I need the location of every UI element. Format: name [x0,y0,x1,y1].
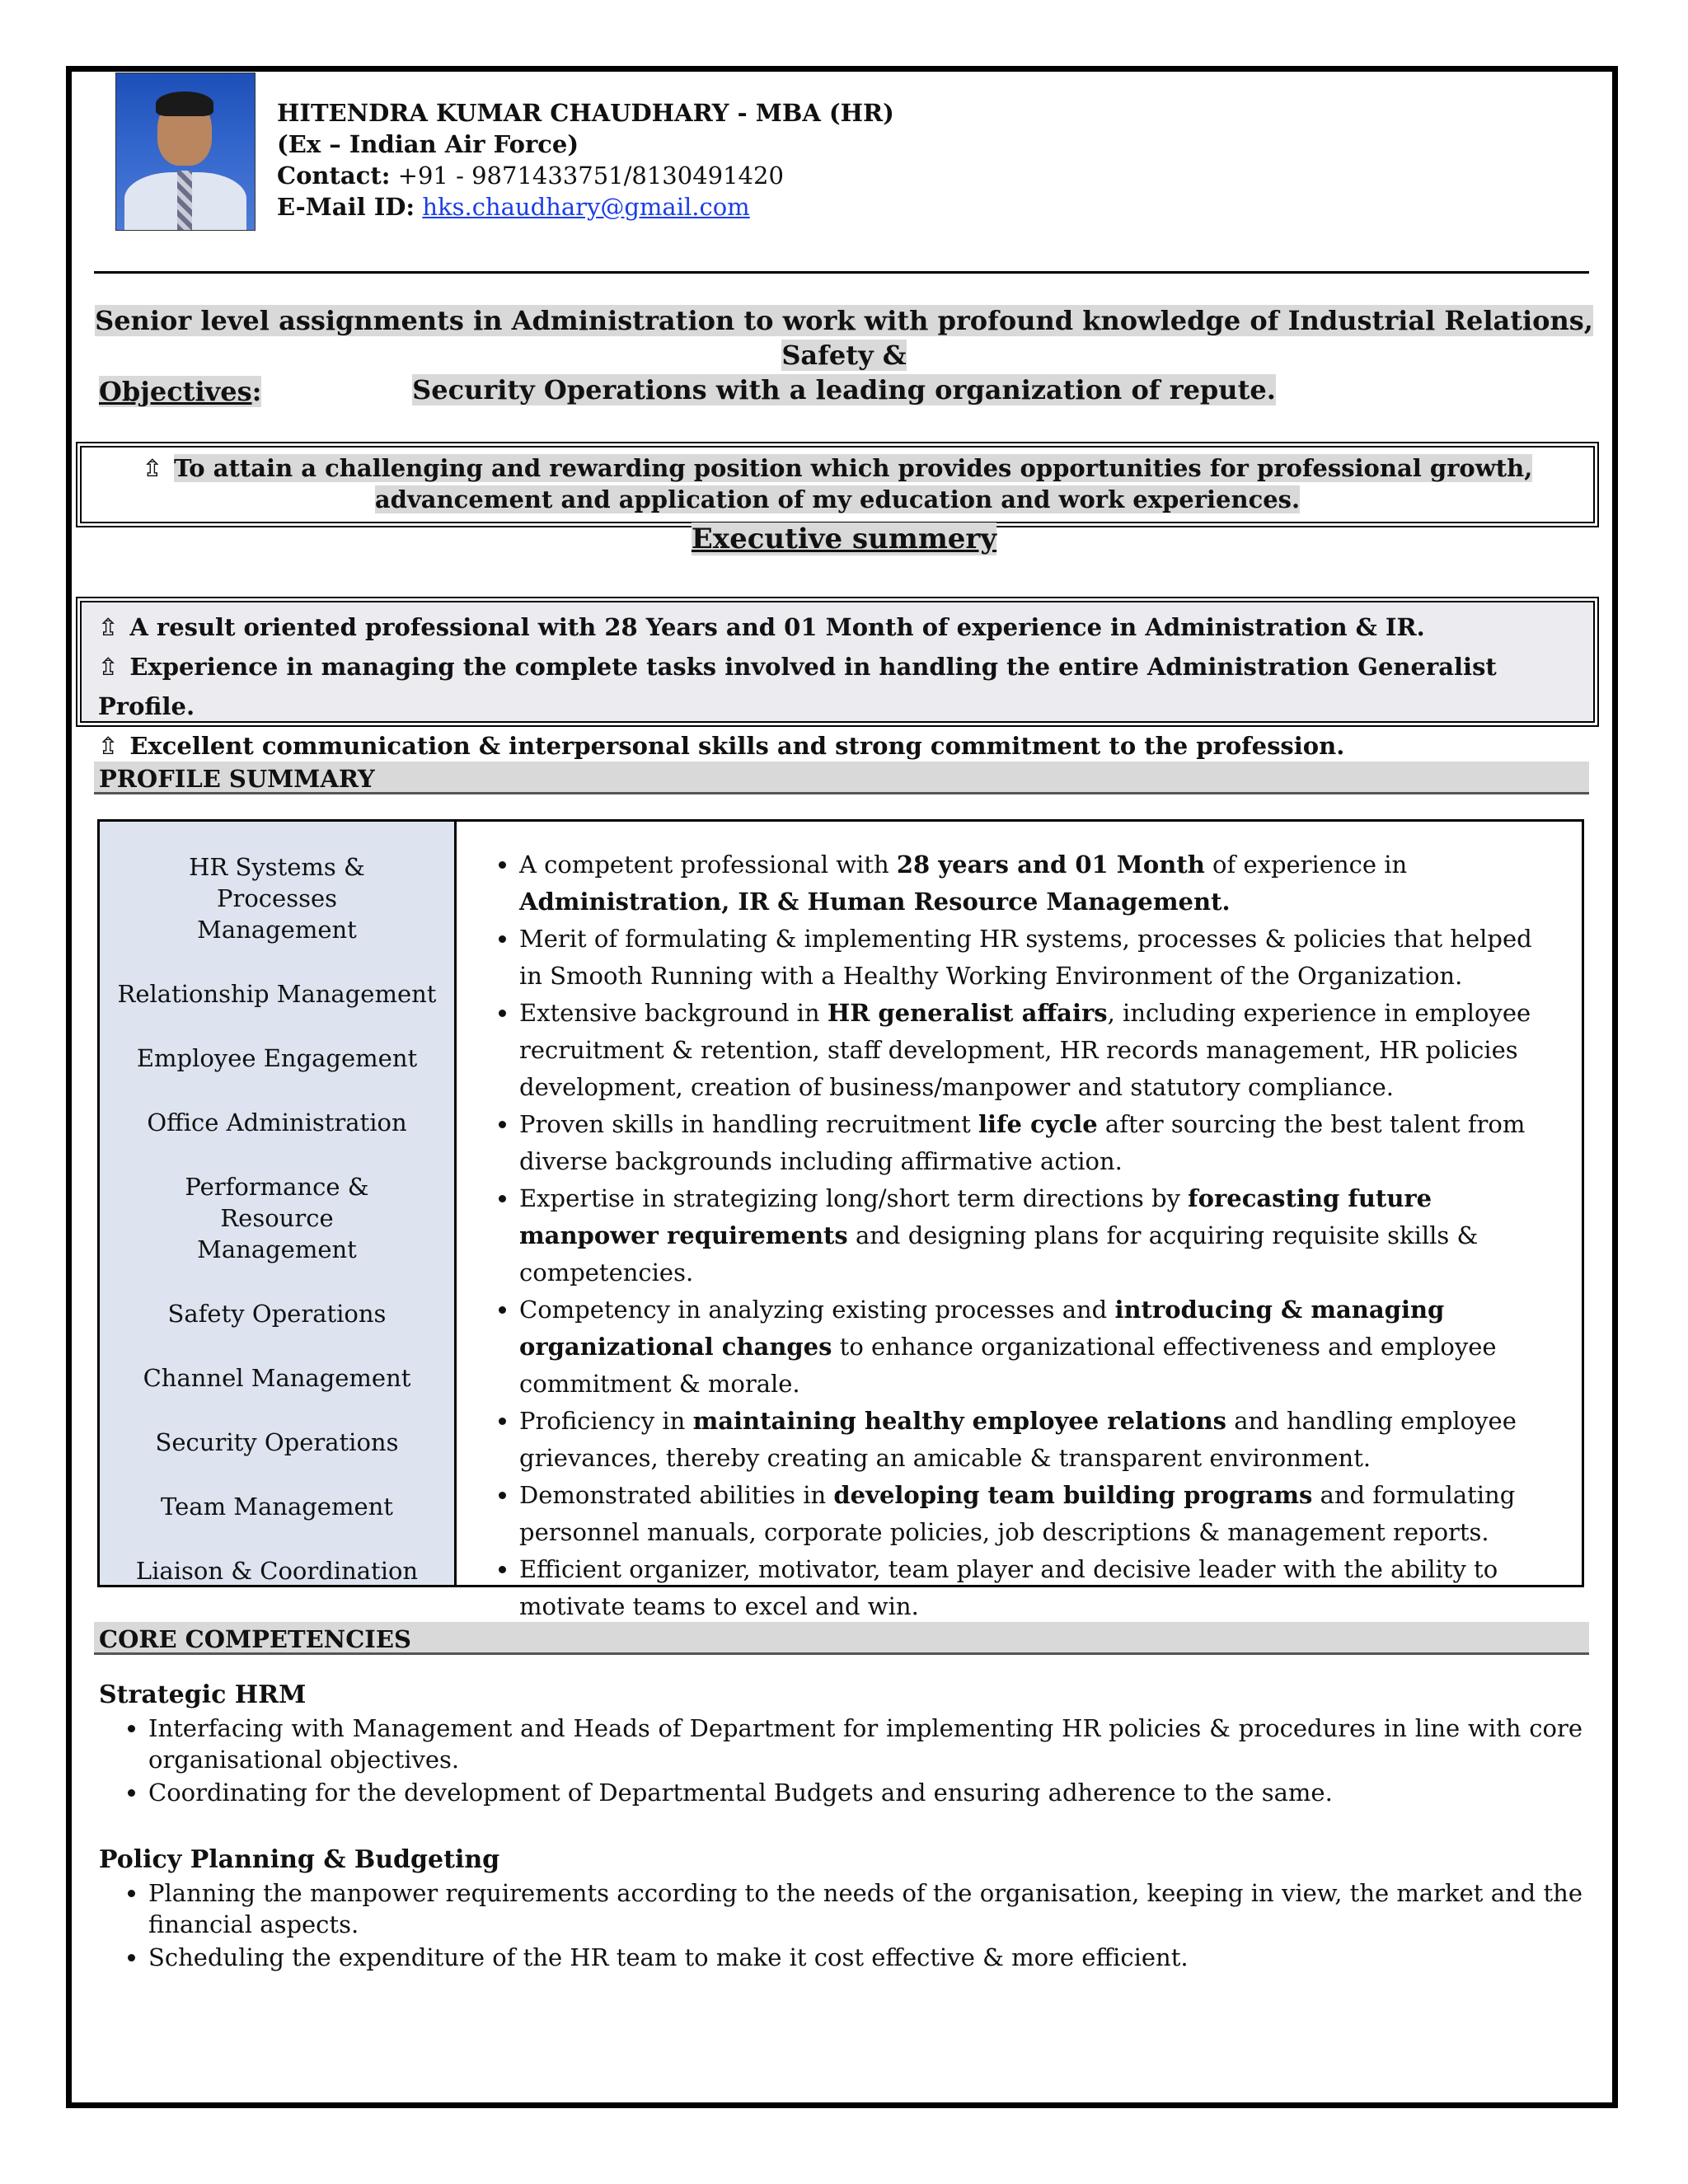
email-line [277,191,894,223]
profile-bullet: • A competent professional with 28 years and 01 Month of experience in Administration, IR & Human Resource Management. [519,846,1549,921]
exec-item: ⇬ Experience in managing the complete tasks involved in handling the entire Administration Generalist Profile. [98,653,1497,720]
photo-hair [156,91,213,116]
objectives-box [76,442,1599,527]
skill-item: Safety Operations [167,1300,387,1328]
profile-bullet: • Merit of formulating & implementing HR systems, processes & policies that helped in Smooth Running with a Healthy Working Environment of the Organization. [519,921,1549,995]
headline-line-1: Senior level assignments in Administration to work with profound knowledge of Industrial Relations, Safety & [95,305,1593,371]
headline [82,303,1606,407]
photo-tie [177,171,192,230]
skill-item: Liaison & Coordination [135,1557,419,1585]
email-link[interactable]: hks.chaudhary@gmail.com [422,193,750,221]
core-section-title: Policy Planning & Budgeting [99,1845,500,1874]
skill-item: Relationship Management [117,980,437,1008]
headline-line-2: Security Operations with a leading organization of repute. [412,374,1276,405]
contact-line [277,160,894,191]
profile-bullets [457,822,1582,1620]
exec-item: ⇬ A result oriented professional with 28 Years and 01 Month of experience in Administration & IR. [98,613,1425,641]
candidate-name: HITENDRA KUMAR CHAUDHARY - MBA (HR) [277,99,894,127]
core-section-strategic-hrm [99,1678,1582,1810]
skill-item: Channel Management [143,1364,411,1392]
skill-item: HR Systems & Processes Management [189,853,365,944]
profile-photo [115,73,256,231]
profile-bullet: • Competency in analyzing existing processes and introducing & managing organizational changes to enhance organizational effectiveness and employee commitment & morale. [519,1291,1549,1403]
objectives-label: Objectives: [99,376,262,407]
contact-header [277,97,894,223]
profile-bullet: • Expertise in strategizing long/short term directions by forecasting future manpower requirements and designing plans for acquiring requisite skills & competencies. [519,1180,1549,1291]
skill-item: Team Management [161,1493,393,1521]
profile-bullet: • Efficient organizer, motivator, team player and decisive leader with the ability to motivate teams to excel and win. [519,1551,1549,1625]
core-item: • Planning the manpower requirements according to the needs of the organisation, keeping in view, the market and the financial aspects. [148,1877,1582,1940]
objectives-text: ⇬ To attain a challenging and rewarding position which provides opportunities for professional growth, advancement and application of my education and work experiences. [142,454,1533,513]
skill-list [100,822,457,1585]
contact-label: Contact: [277,162,391,190]
skill-item: Office Administration [147,1108,407,1137]
profile-summary-table [97,819,1584,1620]
arrow-icon: ⇬ [142,454,162,482]
profile-bullet: • Proficiency in maintaining healthy employee relations and handling employee grievances, thereby creating an amicable & transparent environment. [519,1403,1549,1477]
executive-summary-box [76,597,1599,760]
core-section-title: Strategic HRM [99,1680,307,1709]
service-line: (Ex – Indian Air Force) [277,130,579,158]
exec-item: ⇬ Excellent communication & interpersonal skills and strong commitment to the profession. [98,732,1345,760]
email-label: E-Mail ID: [277,193,415,221]
arrow-icon: ⇬ [98,732,119,760]
skill-item: Performance & Resource Management [185,1173,369,1263]
contact-number: +91 - 9871433751/8130491420 [397,162,784,190]
executive-summary-title: Executive summery [691,523,997,555]
core-item: • Coordinating for the development of Departmental Budgets and ensuring adherence to the same. [148,1777,1582,1808]
header-divider [94,271,1589,274]
profile-bullet: • Demonstrated abilities in developing team building programs and formulating personnel manuals, corporate policies, job descriptions & management reports. [519,1477,1549,1551]
profile-summary-heading: PROFILE SUMMARY [94,762,1589,794]
arrow-icon: ⇬ [98,653,119,681]
core-item: • Interfacing with Management and Heads of Department for implementing HR policies & procedures in line with core organisational objectives. [148,1713,1582,1775]
arrow-icon: ⇬ [98,613,119,641]
profile-bullet: • Proven skills in handling recruitment life cycle after sourcing the best talent from diverse backgrounds including affirmative action. [519,1106,1549,1180]
core-section-policy-planning [99,1843,1582,1975]
core-competencies-heading: CORE COMPETENCIES [94,1622,1589,1655]
profile-bullet: • Extensive background in HR generalist affairs, including experience in employee recruitment & retention, staff development, HR records management, HR policies development, creation of business/manpower and statutory compliance. [519,995,1549,1106]
skill-item: Employee Engagement [136,1044,418,1072]
core-item: • Scheduling the expenditure of the HR team to make it cost effective & more efficient. [148,1942,1582,1973]
skill-item: Security Operations [155,1428,399,1456]
